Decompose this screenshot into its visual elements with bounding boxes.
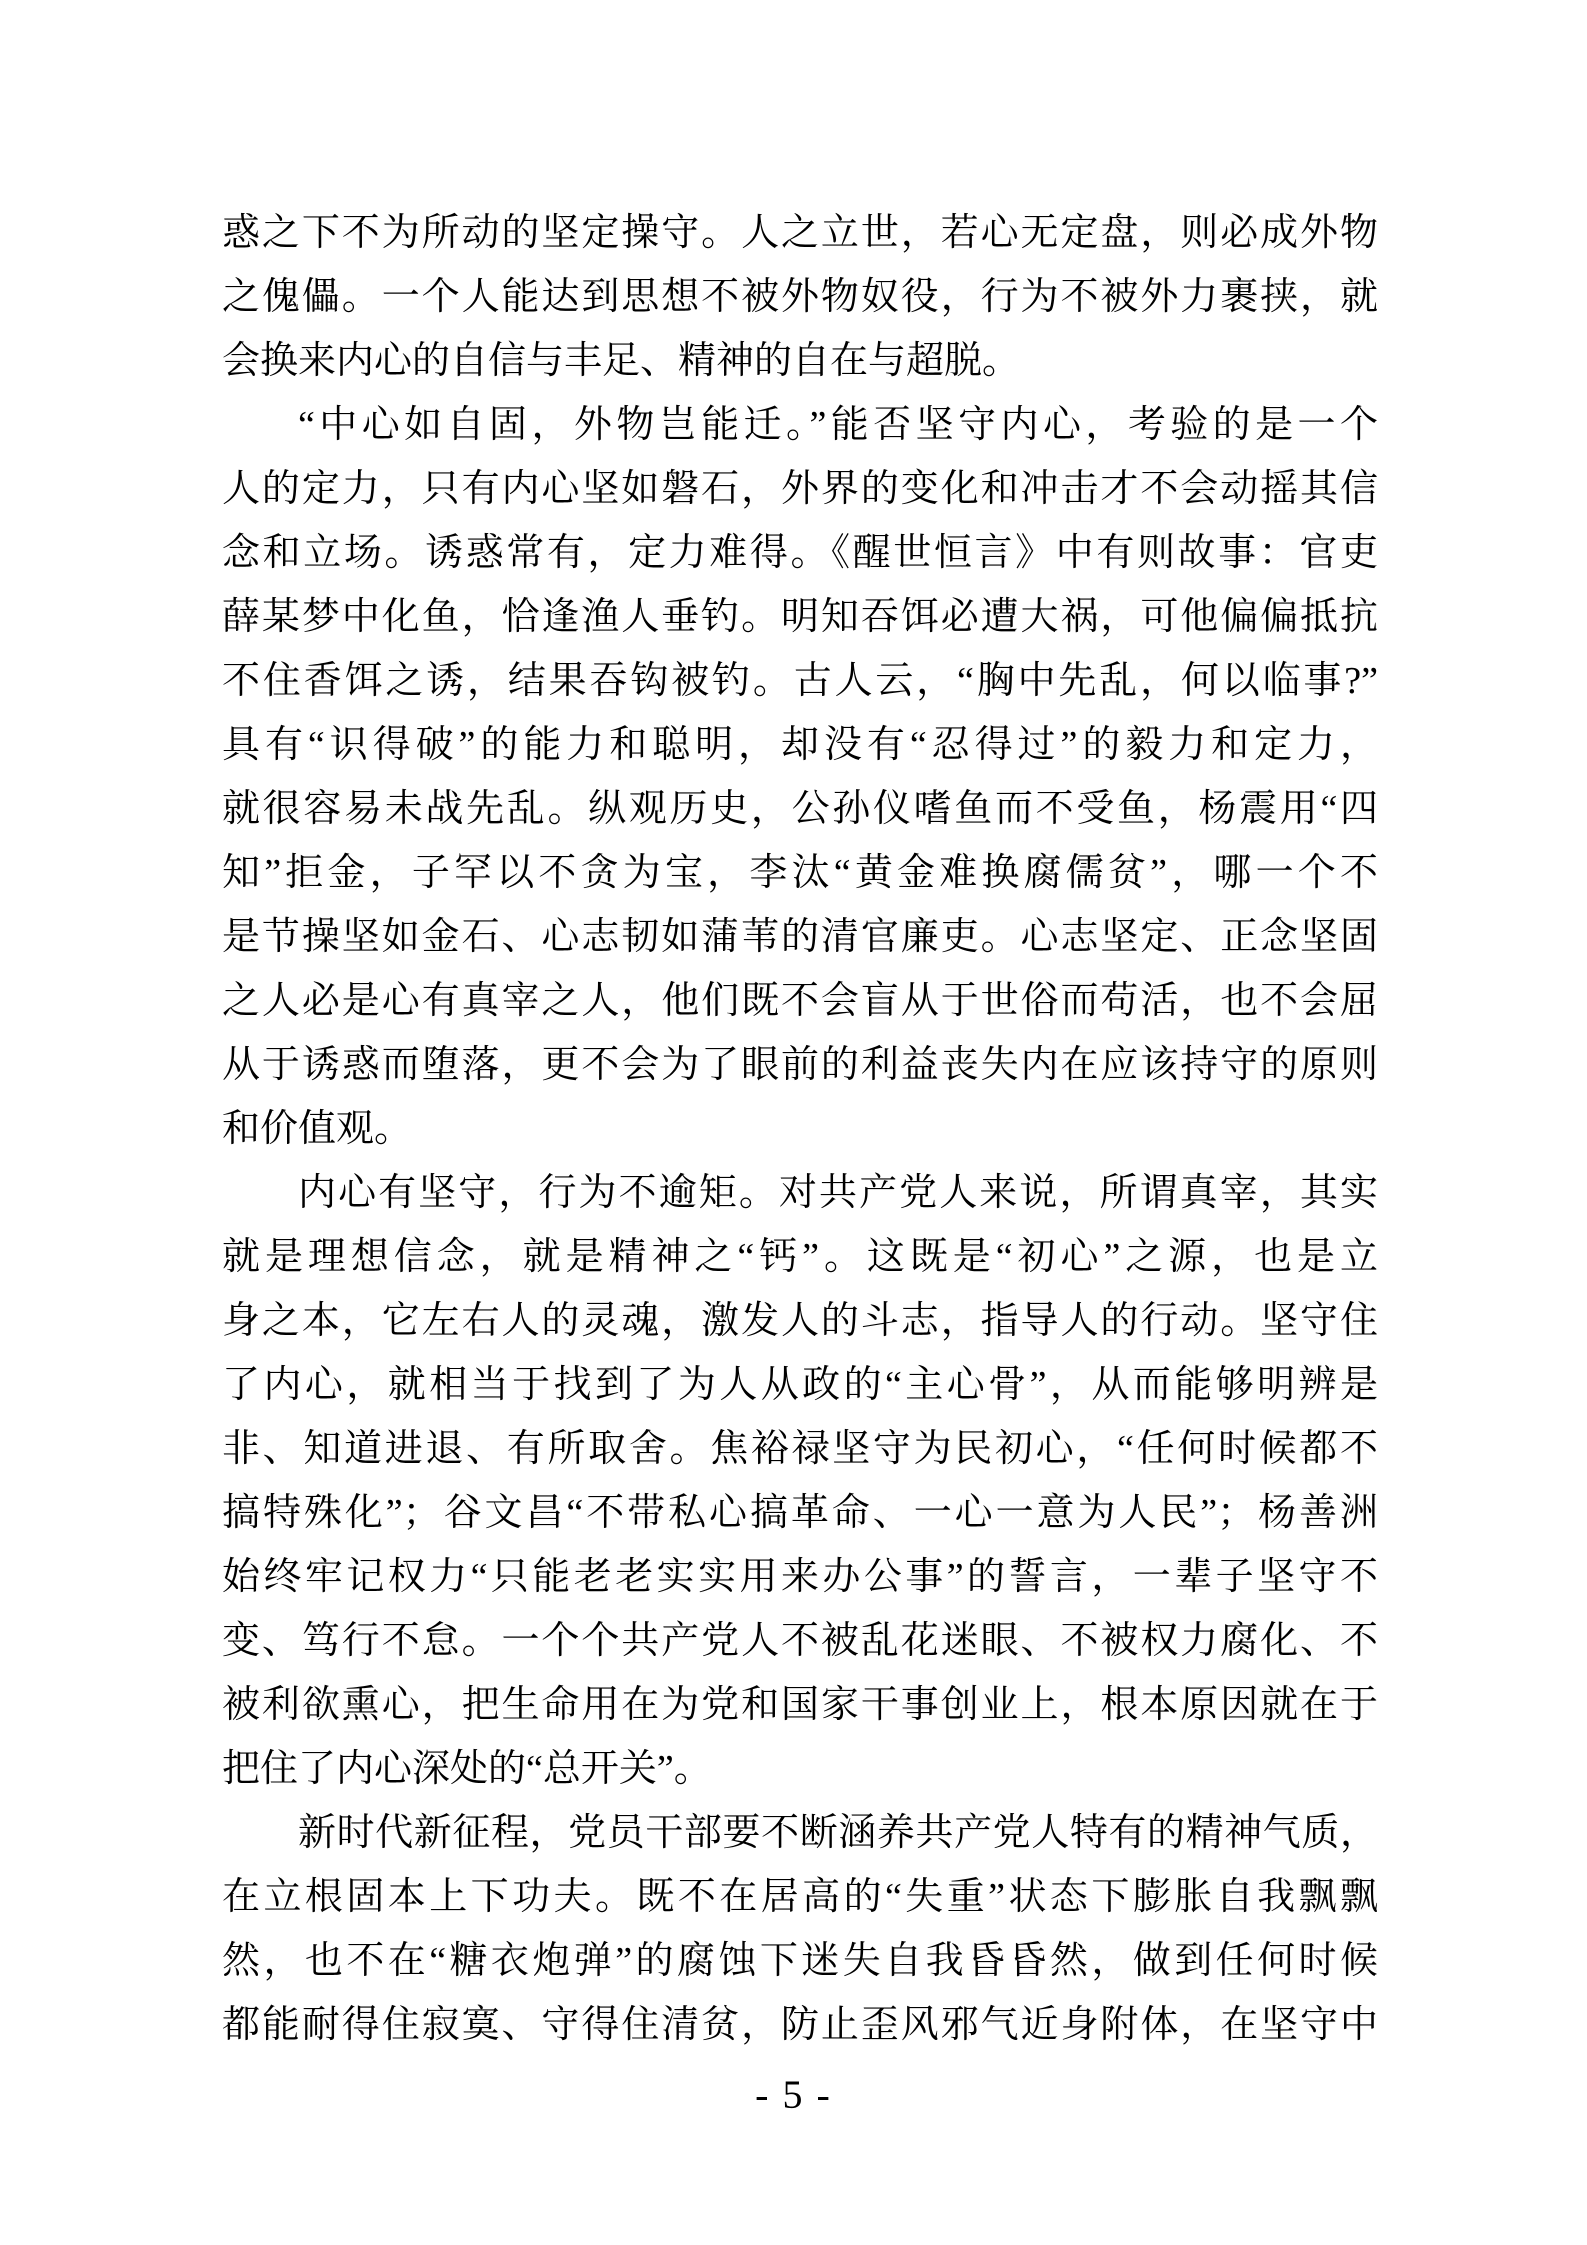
text-line: 始终牢记权力“只能老老实实用来办公事”的誓言，一辈子坚守不 [222,1556,1378,1598]
text-line: 都能耐得住寂寞、守得住清贫，防止歪风邪气近身附体，在坚守中 [222,2004,1378,2046]
text-line: 内心有坚守，行为不逾矩。对共产党人来说，所谓真宰，其实 [298,1172,1378,1214]
text-line: 具有“识得破”的能力和聪明，却没有“忍得过”的毅力和定力， [222,724,1378,766]
text-line: 惑之下不为所动的坚定操守。人之立世，若心无定盘，则必成外物 [222,212,1378,254]
text-line: 是节操坚如金石、心志韧如蒲苇的清官廉吏。心志坚定、正念坚固 [222,916,1378,958]
text-line: 非、知道进退、有所取舍。焦裕禄坚守为民初心，“任何时候都不 [222,1428,1378,1470]
text-line: 变、笃行不怠。一个个共产党人不被乱花迷眼、不被权力腐化、不 [222,1620,1378,1662]
text-line: 了内心，就相当于找到了为人从政的“主心骨”，从而能够明辨是 [222,1364,1378,1406]
page-number: - 5 - [755,2072,832,2117]
text-line: 然，也不在“糖衣炮弹”的腐蚀下迷失自我昏昏然，做到任何时候 [222,1940,1378,1982]
text-line: 和价值观。 [222,1108,413,1150]
text-line: 新时代新征程，党员干部要不断涵养共产党人特有的精神气质， [298,1812,1378,1854]
text-line: 搞特殊化”；谷文昌“不带私心搞革命、一心一意为人民”；杨善洲 [222,1492,1378,1534]
text-line: 就很容易未战先乱。纵观历史，公孙仪嗜鱼而不受鱼，杨震用“四 [222,788,1378,830]
text-line: 把住了内心深处的“总开关”。 [222,1748,712,1790]
text-line: 从于诱惑而堕落，更不会为了眼前的利益丧失内在应该持守的原则 [222,1044,1378,1086]
text-line: 念和立场。诱惑常有，定力难得。《醒世恒言》中有则故事：官吏 [222,532,1378,574]
text-line: 之人必是心有真宰之人，他们既不会盲从于世俗而苟活，也不会屈 [222,980,1378,1022]
text-line: “中心如自固，外物岂能迁。”能否坚守内心，考验的是一个 [298,404,1378,446]
text-line: 人的定力，只有内心坚如磐石，外界的变化和冲击才不会动摇其信 [222,468,1378,510]
text-line: 就是理想信念，就是精神之“钙”。这既是“初心”之源，也是立 [222,1236,1378,1278]
text-line: 薛某梦中化鱼，恰逢渔人垂钓。明知吞饵必遭大祸，可他偏偏抵抗 [222,596,1378,638]
text-line: 不住香饵之诱，结果吞钩被钓。古人云，“胸中先乱，何以临事?” [222,660,1378,702]
text-line: 在立根固本上下功夫。既不在居高的“失重”状态下膨胀自我飘飘 [222,1876,1378,1918]
text-line: 之傀儡。一个人能达到思想不被外物奴役，行为不被外力裹挟，就 [222,276,1378,318]
text-line: 被利欲熏心，把生命用在为党和国家干事创业上，根本原因就在于 [222,1684,1378,1726]
text-line: 会换来内心的自信与丰足、精神的自在与超脱。 [222,340,1021,382]
text-line: 身之本，它左右人的灵魂，激发人的斗志，指导人的行动。坚守住 [222,1300,1378,1342]
text-line: 知”拒金，子罕以不贪为宝，李汰“黄金难换腐儒贫”，哪一个不 [222,852,1378,894]
document-body [222,201,1378,2057]
